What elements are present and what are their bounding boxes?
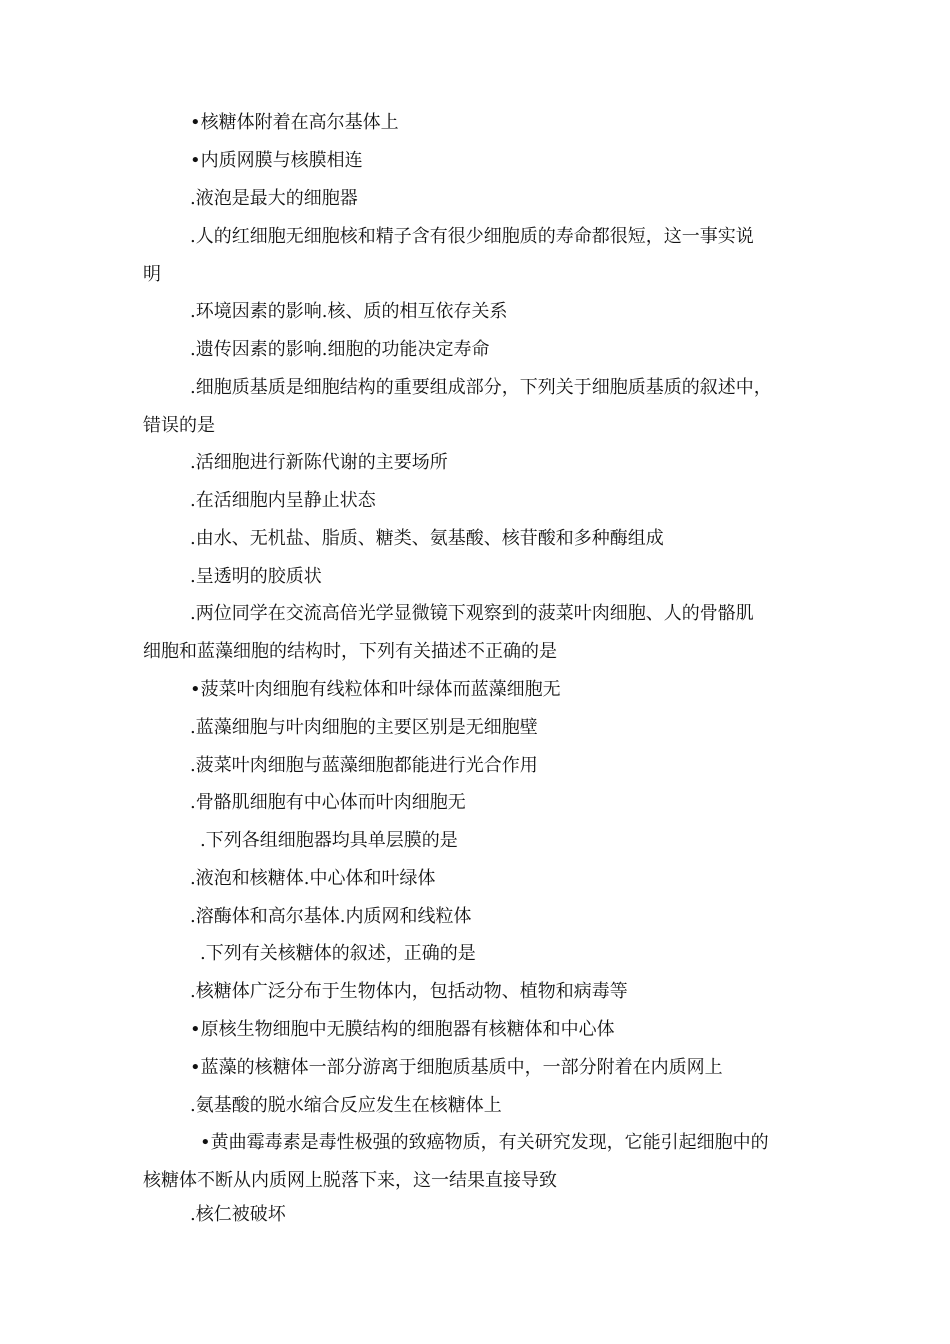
text-line: .下列各组细胞器均具单层膜的是 [200,830,458,851]
text-line: •菠菜叶肉细胞有线粒体和叶绿体而蓝藻细胞无 [190,679,561,700]
text-line: .环境因素的影响.核、质的相互依存关系 [190,301,508,322]
text-line: .两位同学在交流高倍光学显微镜下观察到的菠菜叶肉细胞、人的骨骼肌 [190,603,754,624]
text-line: .核糖体广泛分布于生物体内，包括动物、植物和病毒等 [190,981,628,1002]
text-line: •蓝藻的核糖体一部分游离于细胞质基质中，一部分附着在内质网上 [190,1057,723,1078]
text-line: .氨基酸的脱水缩合反应发生在核糖体上 [190,1095,502,1116]
text-line: .遗传因素的影响.细胞的功能决定寿命 [190,339,490,360]
text-line: 明 [143,264,161,285]
text-line: •黄曲霉毒素是毒性极强的致癌物质，有关研究发现，它能引起细胞中的 [200,1132,769,1153]
text-line: .由水、无机盐、脂质、糖类、氨基酸、核苷酸和多种酶组成 [190,528,664,549]
text-line: 核糖体不断从内质网上脱落下来，这一结果直接导致 [143,1170,557,1191]
text-line: .在活细胞内呈静止状态 [190,490,376,511]
text-line: .下列有关核糖体的叙述，正确的是 [200,943,476,964]
text-line: .细胞质基质是细胞结构的重要组成部分，下列关于细胞质基质的叙述中， [190,377,772,398]
text-line: 错误的是 [143,415,215,436]
text-line: .人的红细胞无细胞核和精子含有很少细胞质的寿命都很短，这一事实说 [190,226,754,247]
text-line: •原核生物细胞中无膜结构的细胞器有核糖体和中心体 [190,1019,615,1040]
text-line: 细胞和蓝藻细胞的结构时，下列有关描述不正确的是 [143,641,557,662]
text-line: .骨骼肌细胞有中心体而叶肉细胞无 [190,792,466,813]
text-line: .液泡和核糖体.中心体和叶绿体 [190,868,436,889]
text-line: .核仁被破坏 [190,1204,286,1225]
text-line: .呈透明的胶质状 [190,566,322,587]
text-line: •内质网膜与核膜相连 [190,150,363,171]
text-line: .菠菜叶肉细胞与蓝藻细胞都能进行光合作用 [190,755,538,776]
text-line: •核糖体附着在高尔基体上 [190,112,399,133]
text-line: .蓝藻细胞与叶肉细胞的主要区别是无细胞壁 [190,717,538,738]
text-line: .溶酶体和高尔基体.内质网和线粒体 [190,906,472,927]
text-line: .液泡是最大的细胞器 [190,188,358,209]
text-line: .活细胞进行新陈代谢的主要场所 [190,452,448,473]
